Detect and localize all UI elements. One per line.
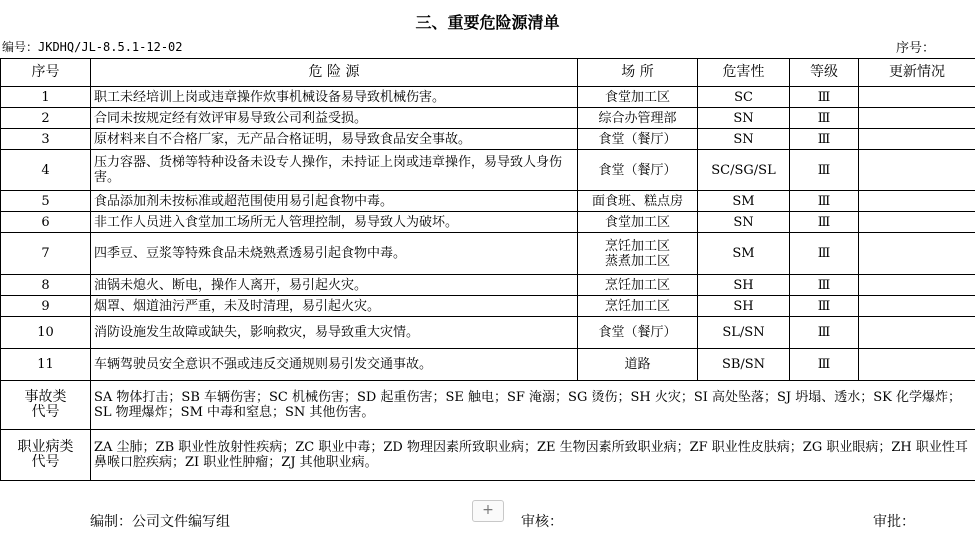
table-row [1,212,975,233]
footer-approver: 审批： [873,514,915,530]
document-number: 编号：JKDHQ/JL-8.5.1-12-02 [2,40,183,54]
table-row [1,296,975,317]
row-seq: 6 [1,212,91,233]
row-harm: SN [698,212,790,233]
row-place: 烹饪加工区 [578,296,698,317]
row-place: 综合办管理部 [578,108,698,129]
header-update: 更新情况 [859,59,975,87]
disease-codes-row [1,430,975,481]
row-harm: SN [698,108,790,129]
table-row [1,275,975,296]
row-seq: 1 [1,87,91,108]
row-seq: 2 [1,108,91,129]
header-hazard: 危 险 源 [91,59,578,87]
add-row-button[interactable]: + [472,500,504,522]
row-harm: SH [698,275,790,296]
table-row [1,129,975,150]
row-grade: Ⅲ [790,212,859,233]
row-grade: Ⅲ [790,233,859,275]
row-seq: 8 [1,275,91,296]
table-row [1,150,975,191]
header-harm: 危害性 [698,59,790,87]
row-place: 食堂（餐厅） [578,317,698,349]
accident-codes-row [1,381,975,430]
row-harm: SM [698,191,790,212]
row-hazard: 烟罩、烟道油污严重，未及时清理，易引起火灾。 [91,296,578,317]
row-grade: Ⅲ [790,87,859,108]
row-harm: SC [698,87,790,108]
row-place: 食堂（餐厅） [578,150,698,191]
table-row [1,191,975,212]
row-grade: Ⅲ [790,108,859,129]
table-row [1,87,975,108]
row-place: 烹饪加工区 [578,275,698,296]
row-seq: 4 [1,150,91,191]
table-row [1,233,975,275]
row-hazard: 油锅未熄火、断电，操作人离开，易引起火灾。 [91,275,578,296]
row-harm: SC/SG/SL [698,150,790,191]
row-hazard: 合同未按规定经有效评审易导致公司利益受损。 [91,108,578,129]
table-header-row [1,59,975,87]
row-harm: SN [698,129,790,150]
row-grade: Ⅲ [790,150,859,191]
footer-reviewer: 审核： [521,514,563,530]
row-hazard: 食品添加剂未按标准或超范围使用易引起食物中毒。 [91,191,578,212]
row-grade: Ⅲ [790,349,859,381]
row-seq: 3 [1,129,91,150]
disease-codes-label: 职业病类 代号 [1,430,91,481]
row-seq: 5 [1,191,91,212]
row-seq: 9 [1,296,91,317]
row-hazard: 压力容器、货梯等特种设备未设专人操作，未持证上岗或违章操作，易导致人身伤害。 [91,150,578,191]
row-update [859,129,975,150]
hazard-table [0,58,975,481]
row-seq: 10 [1,317,91,349]
row-hazard: 车辆驾驶员安全意识不强或违反交通规则易引发交通事故。 [91,349,578,381]
table-row [1,349,975,381]
header-grade: 等级 [790,59,859,87]
row-grade: Ⅲ [790,129,859,150]
row-update [859,191,975,212]
row-update [859,87,975,108]
accident-codes-text: SA 物体打击；SB 车辆伤害；SC 机械伤害；SD 起重伤害；SE 触电；SF 淹溺；SG 烫伤；SH 火灾；SI 高处坠落；SJ 坍塌、透水；SK 化学爆炸；SL 物理爆炸；SM 中毒和窒息；SN 其他伤害。 [91,381,975,430]
row-update [859,212,975,233]
table-row [1,108,975,129]
row-place: 烹饪加工区 蒸煮加工区 [578,233,698,275]
header-place: 场 所 [578,59,698,87]
row-update [859,150,975,191]
row-seq: 7 [1,233,91,275]
sequence-label: 序号： [896,41,936,56]
row-hazard: 消防设施发生故障或缺失，影响救灾，易导致重大灾情。 [91,317,578,349]
row-seq: 11 [1,349,91,381]
row-hazard: 非工作人员进入食堂加工场所无人管理控制，易导致人为破坏。 [91,212,578,233]
row-grade: Ⅲ [790,275,859,296]
row-grade: Ⅲ [790,296,859,317]
row-hazard: 职工未经培训上岗或违章操作炊事机械设备易导致机械伤害。 [91,87,578,108]
row-update [859,296,975,317]
row-hazard: 四季豆、豆浆等特殊食品未烧熟煮透易引起食物中毒。 [91,233,578,275]
row-harm: SM [698,233,790,275]
row-update [859,275,975,296]
row-update [859,317,975,349]
row-place: 食堂加工区 [578,212,698,233]
row-place: 食堂加工区 [578,87,698,108]
accident-codes-label: 事故类 代号 [1,381,91,430]
row-harm: SH [698,296,790,317]
disease-codes-text: ZA 尘肺；ZB 职业性放射性疾病；ZC 职业中毒；ZD 物理因素所致职业病；ZE 生物因素所致职业病；ZF 职业性皮肤病；ZG 职业眼病；ZH 职业性耳鼻喉口腔疾病；ZI 职业性肿瘤；ZJ 其他职业病。 [91,430,975,481]
row-grade: Ⅲ [790,317,859,349]
row-place: 食堂（餐厅） [578,129,698,150]
row-update [859,233,975,275]
row-harm: SL/SN [698,317,790,349]
header-seq: 序号 [1,59,91,87]
row-place: 道路 [578,349,698,381]
table-row [1,317,975,349]
row-place: 面食班、糕点房 [578,191,698,212]
row-hazard: 原材料来自不合格厂家，无产品合格证明，易导致食品安全事故。 [91,129,578,150]
row-grade: Ⅲ [790,191,859,212]
footer-compiler: 编制：公司文件编写组 [90,514,230,530]
row-update [859,108,975,129]
page-title: 三、重要危险源清单 [415,13,560,32]
row-update [859,349,975,381]
row-harm: SB/SN [698,349,790,381]
